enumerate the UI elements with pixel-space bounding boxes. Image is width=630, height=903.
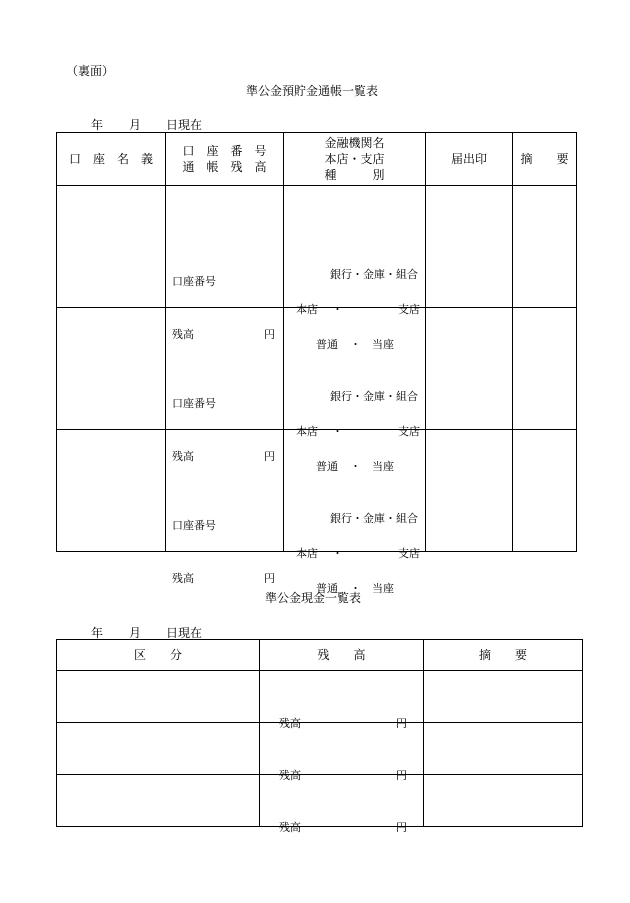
remarks-cell[interactable]	[513, 308, 577, 430]
account-name-cell[interactable]	[57, 430, 166, 552]
balance-label: 残高	[279, 768, 301, 782]
header-bank-line2: 本店・支店	[324, 152, 385, 166]
header-remarks: 摘 要	[424, 640, 583, 671]
balance-label: 残高	[172, 327, 194, 341]
table1-header-row	[57, 133, 577, 186]
seal-cell[interactable]	[426, 186, 513, 308]
header-account-number-line1: 口 座 番 号	[182, 144, 267, 158]
head-office-label: 本店	[296, 546, 318, 560]
yen-label: 円	[396, 820, 407, 834]
balance-label: 残高	[172, 449, 194, 463]
table1-title: 準公金預貯金通帳一覧表	[246, 84, 379, 98]
separator-dot: ・	[350, 337, 361, 351]
institution-types: 銀行・金庫・組合	[330, 389, 418, 403]
table-row	[57, 308, 577, 430]
category-cell[interactable]	[57, 775, 260, 827]
balance-label: 残高	[279, 820, 301, 834]
yen-label: 円	[264, 571, 275, 585]
separator-dot: ・	[332, 546, 343, 560]
remarks-cell[interactable]	[513, 186, 577, 308]
header-account-number	[166, 133, 284, 186]
header-remarks: 摘 要	[513, 133, 577, 186]
current-label: 当座	[372, 459, 394, 473]
yen-label: 円	[396, 716, 407, 730]
header-balance: 残 高	[260, 640, 424, 671]
institution-types: 銀行・金庫・組合	[330, 267, 418, 281]
header-category: 区 分	[57, 640, 260, 671]
account-number-cell[interactable]	[166, 186, 284, 341]
bank-cell[interactable]	[284, 430, 426, 595]
separator-dot: ・	[350, 459, 361, 473]
branch-label: 支店	[398, 546, 420, 560]
table2-date-year: 年	[91, 626, 104, 640]
table1-date-month: 月	[129, 118, 142, 132]
table-row	[57, 671, 583, 723]
institution-types: 銀行・金庫・組合	[330, 511, 418, 525]
table1-date-year: 年	[91, 118, 104, 132]
table-row	[57, 723, 583, 775]
table2-title: 準公金現金一覧表	[265, 591, 362, 605]
yen-label: 円	[396, 768, 407, 782]
header-bank-line1: 金融機関名	[324, 136, 385, 150]
account-name-cell[interactable]	[57, 308, 166, 430]
remarks-cell[interactable]	[424, 671, 583, 723]
current-label: 当座	[372, 337, 394, 351]
seal-cell[interactable]	[426, 430, 513, 552]
ordinary-label: 普通	[316, 459, 338, 473]
table-row	[57, 775, 583, 827]
remarks-cell[interactable]	[424, 775, 583, 827]
table-row	[57, 430, 577, 552]
account-name-cell[interactable]	[57, 186, 166, 308]
category-cell[interactable]	[57, 671, 260, 723]
balance-cell[interactable]	[260, 671, 424, 730]
table2-date-day: 日現在	[166, 626, 203, 640]
seal-cell[interactable]	[426, 308, 513, 430]
header-account-number-line2: 通 帳 残 高	[182, 160, 267, 174]
cash-table	[56, 639, 583, 834]
header-account-name: 口 座 名 義	[57, 133, 166, 186]
header-seal: 届出印	[426, 133, 513, 186]
yen-label: 円	[264, 449, 275, 463]
header-bank	[284, 133, 426, 186]
remarks-cell[interactable]	[513, 430, 577, 552]
deposit-passbook-table	[56, 132, 577, 595]
ordinary-label: 普通	[316, 581, 338, 595]
header-bank-line3: 種 別	[324, 168, 385, 182]
table2-date-month: 月	[129, 626, 142, 640]
table-row	[57, 186, 577, 308]
bank-cell[interactable]	[284, 186, 426, 351]
category-cell[interactable]	[57, 723, 260, 775]
branch-label: 支店	[398, 302, 420, 316]
head-office-label: 本店	[296, 424, 318, 438]
balance-label: 残高	[279, 716, 301, 730]
remarks-cell[interactable]	[424, 723, 583, 775]
separator-dot: ・	[350, 581, 361, 595]
head-office-label: 本店	[296, 302, 318, 316]
account-number-label: 口座番号	[172, 518, 216, 532]
account-number-label: 口座番号	[172, 274, 216, 288]
separator-dot: ・	[332, 424, 343, 438]
table2-header-row	[57, 640, 583, 671]
yen-label: 円	[264, 327, 275, 341]
branch-label: 支店	[398, 424, 420, 438]
account-number-label: 口座番号	[172, 396, 216, 410]
table1-date-day: 日現在	[166, 118, 203, 132]
ordinary-label: 普通	[316, 337, 338, 351]
balance-label: 残高	[172, 571, 194, 585]
current-label: 当座	[372, 581, 394, 595]
bank-cell[interactable]	[284, 308, 426, 473]
separator-dot: ・	[332, 302, 343, 316]
side-label: （裏面）	[66, 64, 115, 78]
